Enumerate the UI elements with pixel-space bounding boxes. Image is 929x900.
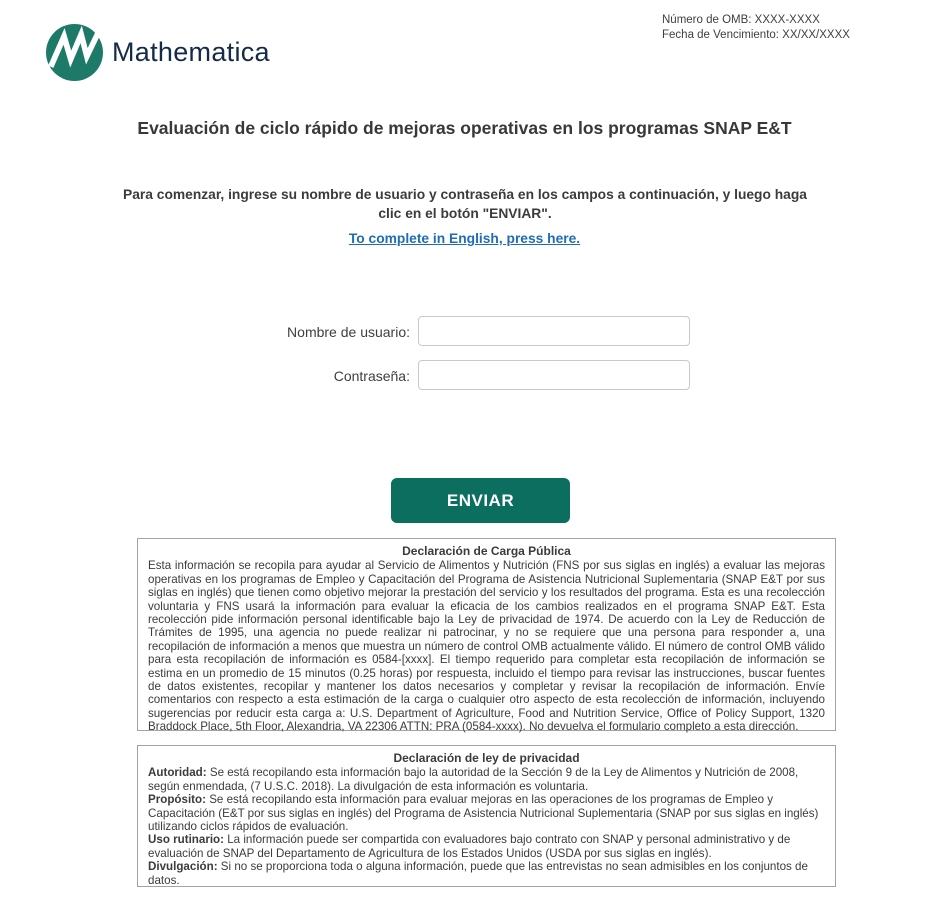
omb-number: Número de OMB: XXXX-XXXX bbox=[662, 14, 820, 26]
public-burden-statement-box bbox=[137, 538, 836, 734]
omb-info bbox=[662, 13, 850, 43]
username-input[interactable] bbox=[418, 316, 690, 346]
privacy-item-disclosure bbox=[148, 860, 825, 887]
privacy-item-authority bbox=[148, 766, 825, 793]
password-label: Contraseña: bbox=[333, 368, 410, 384]
submit-button[interactable]: ENVIAR bbox=[391, 478, 570, 523]
privacy-item-text: Se está recopilando esta información para evaluar mejoras en las operaciones de los programas de Empleo y Capacitación (E&T por sus siglas en inglés) del Programa de Asistencia Nutricional Suplementaria (SNAP por sus siglas en inglés) utilizando ciclos rápidos de evaluación. bbox=[148, 793, 819, 834]
privacy-statement-box bbox=[137, 745, 836, 887]
instructions-text: Para comenzar, ingrese su nombre de usuario y contraseña en los campos a continuación, y luego haga clic en el botón "ENVIAR". bbox=[123, 187, 807, 221]
mathematica-logo bbox=[46, 24, 270, 81]
privacy-statement-title: Declaración de ley de privacidad bbox=[393, 751, 580, 765]
privacy-item-text: Si no se proporciona toda o alguna información, puede que las entrevistas no sean admisibles en los conjuntos de datos. bbox=[148, 860, 808, 887]
english-version-link[interactable]: To complete in English, press here. bbox=[348, 231, 581, 246]
privacy-item-label: Divulgación: bbox=[148, 860, 218, 874]
password-input[interactable] bbox=[418, 360, 690, 390]
burden-statement-title: Declaración de Carga Pública bbox=[402, 544, 571, 558]
burden-statement-body: Esta información se recopila para ayudar al Servicio de Alimentos y Nutrición (FNS por sus siglas en inglés) a evaluar las mejoras operativas en los programas de Empleo y Capacitación del Programa de Asistencia Nutricional Suplementaria (SNAP E&T por sus siglas en inglés) que tienen como objetivo mejorar la prestación del servicio y los resultados del programa. Esta es una recolección voluntaria y FNS usará la información para evaluar la eficacia de los cambios realizados en el programa SNAP E&T. Esta recolección pide información personal identificable bajo la Ley de privacidad de 1974. De acuerdo con la Ley de Reducción de Trámites de 1995, una agencia no puede realizar ni patrocinar, y no se requiere que una persona para responder a, una recopilación de información a menos que muestra un número de control OMB actualmente válido. El número de control OMB válido para esta recopilación de información es 0584-[xxxx]. El tiempo requerido para completar esta recopilación de información se estima en un promedio de 15 minutos (0.25 horas) por respuesta, incluido el tiempo para revisar las instrucciones, buscar fuentes de datos existentes, recopilar y mantener los datos necesarios y completar y revisar la recopilación de información. Envíe comentarios con respecto a esta estimación de la carga o cualquier otro aspecto de esta recolección de información, incluyendo sugerencias por reducir esta carga a: U.S. Department of Agriculture, Food and Nutrition Service, Office of Policy Support, 1320 Braddock Place, 5th Floor, Alexandria, VA 22306 ATTN: PRA (0584-xxxx). No devuelva el formulario completo a esta dirección. bbox=[148, 559, 825, 734]
privacy-item-text: La información puede ser compartida con evaluadores bajo contrato con SNAP y personal administrativo y de evaluación de SNAP del Departamento de Agricultura de los Estados Unidos (USDA por sus siglas en inglés). bbox=[148, 833, 791, 860]
brand-name: Mathematica bbox=[112, 37, 270, 67]
privacy-item-label: Uso rutinario: bbox=[148, 833, 225, 847]
mathematica-m-icon bbox=[46, 24, 103, 81]
privacy-item-text: Se está recopilando esta información bajo la autoridad de la Sección 9 de la Ley de Alimentos y Nutrición de 2008, según enmendada, (7 U.S.C. 2018). La divulgación de esta información es voluntaria. bbox=[148, 766, 799, 793]
privacy-item-label: Propósito: bbox=[148, 793, 206, 807]
username-label: Nombre de usuario: bbox=[287, 324, 410, 340]
privacy-item-routine-use bbox=[148, 833, 825, 860]
privacy-item-purpose bbox=[148, 793, 825, 833]
omb-expiration: Fecha de Vencimiento: XX/XX/XXXX bbox=[662, 29, 850, 41]
english-link-row bbox=[0, 230, 929, 248]
privacy-item-label: Autoridad: bbox=[148, 766, 207, 780]
page-title: Evaluación de ciclo rápido de mejoras operativas en los programas SNAP E&T bbox=[137, 118, 792, 138]
